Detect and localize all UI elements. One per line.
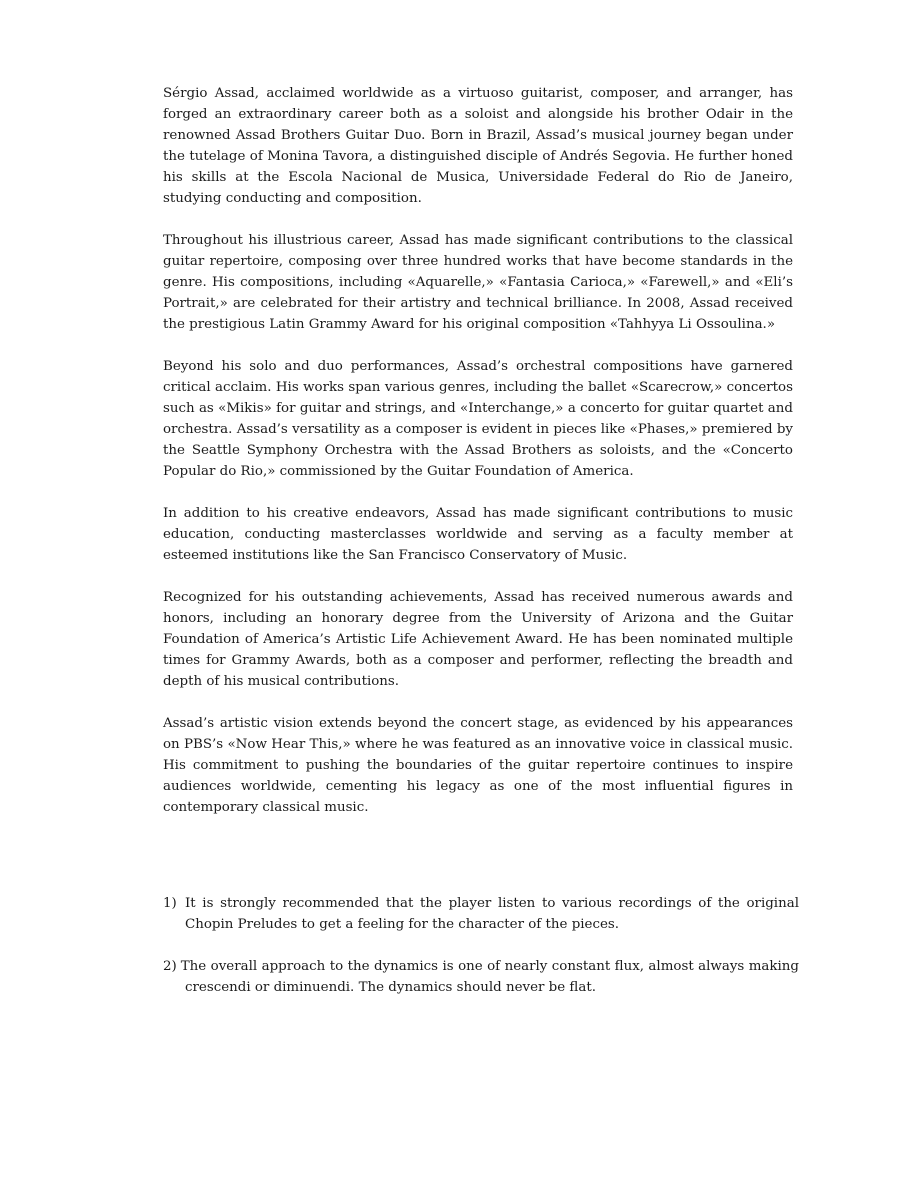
note-number: 1)	[163, 896, 177, 911]
bio-paragraph-4: In addition to his creative endeavors, Assad has made significant contributions to music education, conducting masterclasses worldwide and serving as a faculty member at esteemed institutions like the San Francisco Conservatory of Music.	[163, 506, 793, 563]
bio-paragraph-3: Beyond his solo and duo performances, Assad’s orchestral compositions have garnered critical acclaim. His works span various genres, including the ballet «Scarecrow,» concertos such as «Mikis» for guitar and strings, and «Interchange,» a concerto for guitar quartet and orchestra. Assad’s versatility as a composer is evident in pieces like «Phases,» premiered by the Seattle Symphony Orchestra with the Assad Brothers as soloists, and the «Concerto Popular do Rio,» commissioned by the Guitar Foundation of America.	[163, 359, 793, 479]
bio-paragraph-1: Sérgio Assad, acclaimed worldwide as a virtuoso guitarist, composer, and arranger, has forged an extraordinary career both as a soloist and alongside his brother Odair in the renowned Assad Brothers Guitar Duo. Born in Brazil, Assad’s musical journey began under the tutelage of Monina Tavora, a distinguished disciple of Andrés Segovia. He further honed his skills at the Escola Nacional de Musica, Universidade Federal do Rio de Janeiro, studying conducting and composition.	[163, 86, 793, 206]
bio-paragraph-6: Assad’s artistic vision extends beyond the concert stage, as evidenced by his appearances on PBS’s «Now Hear This,» where he was featured as an innovative voice in classical music. His commitment to pushing the boundaries of the guitar repertoire continues to inspire audiences worldwide, cementing his legacy as one of the most influential figures in contemporary classical music.	[163, 716, 793, 815]
note-number: 2)	[163, 959, 177, 974]
bio-paragraph-2: Throughout his illustrious career, Assad has made significant contributions to the classical guitar repertoire, composing over three hundred works that have become standards in the genre. His compositions, including «Aquarelle,» «Fantasia Carioca,» «Farewell,» and «Eli’s Portrait,» are celebrated for their artistry and technical brilliance. In 2008, Assad received the prestigious Latin Grammy Award for his original composition «Tahhyya Li Ossoulina.»	[163, 233, 793, 332]
biography-section	[163, 83, 793, 839]
performance-notes	[163, 893, 799, 1019]
note-text: The overall approach to the dynamics is one of nearly constant flux, almost always making crescendi or diminuendi. The dynamics should never be flat.	[180, 959, 799, 995]
bio-paragraph-5: Recognized for his outstanding achievements, Assad has received numerous awards and honors, including an honorary degree from the University of Arizona and the Guitar Foundation of America’s Artistic Life Achievement Award. He has been nominated multiple times for Grammy Awards, both as a composer and performer, reflecting the breadth and depth of his musical contributions.	[163, 590, 793, 689]
note-item-1	[163, 893, 799, 935]
note-text: It is strongly recommended that the player listen to various recordings of the original Chopin Preludes to get a feeling for the character of the pieces.	[185, 896, 799, 932]
note-item-2	[163, 956, 799, 998]
